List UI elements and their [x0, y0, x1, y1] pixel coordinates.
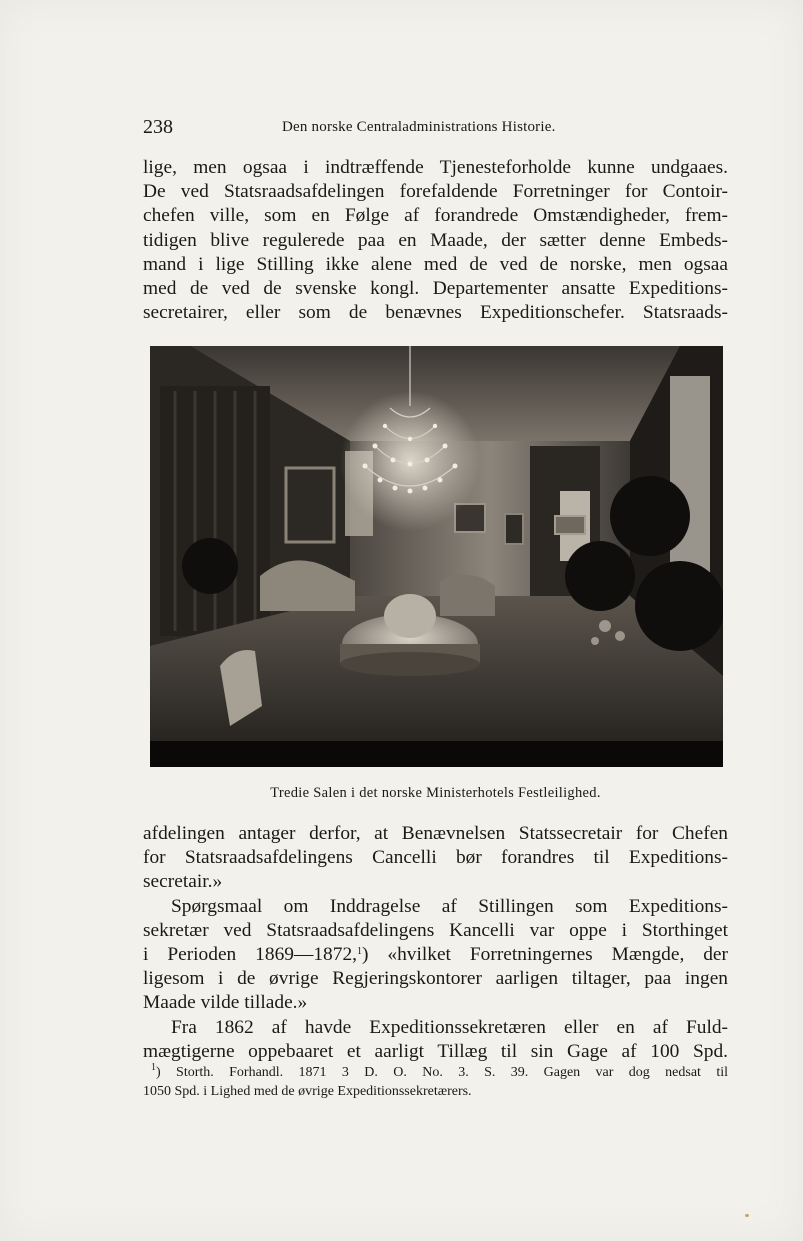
text-line: lige, men ogsaa i indtræffende Tjenesteforholde kunne undgaaes.	[143, 157, 728, 178]
text-line: Spørgsmaal om Inddragelse af Stillingen som Expeditions-	[171, 895, 728, 917]
text-line: mand i lige Stilling ikke alene med de ved de norske, men ogsaa	[143, 253, 728, 275]
footnote	[143, 1063, 728, 1101]
text-line: secretair.»	[143, 871, 223, 893]
text-line: tidigen blive regulerede paa en Maade, der sætter denne Embeds-	[143, 229, 728, 251]
text-line: ligesom i de øvrige Regjeringskontorer aarligen tiltager, paa ingen	[143, 968, 728, 990]
footnote-line: 1050 Spd. i Lighed med de øvrige Expeditionssekretærers.	[143, 1084, 472, 1099]
page-number: 238	[143, 116, 173, 138]
text-line-with-footnote	[143, 943, 728, 967]
text-line: mægtigerne oppebaaret et aarligt Tillæg til sin Gage af 100 Spd.	[143, 1040, 728, 1062]
text-line: sekretær ved Statsraadsafdelingens Kancelli var oppe i Storthinget	[143, 919, 728, 941]
text-line: De ved Statsraadsafdelingen forefaldende Forretninger for Contoir-	[143, 181, 728, 203]
text-line: med de ved de svenske kongl. Departementer ansatte Expeditions-	[143, 278, 728, 300]
text-line: for Statsraadsafdelingens Cancelli bør forandres til Expeditions-	[143, 847, 728, 869]
paper-speck	[745, 1214, 749, 1217]
body-text-bottom	[143, 822, 728, 1064]
text-line: chefen ville, som en Følge af forandrede Omstændigheder, frem-	[143, 205, 728, 227]
footnote-marker: 1	[151, 1062, 156, 1073]
text-fragment: ) «hvilket Forretningernes Mængde, der	[362, 944, 728, 966]
page-header	[143, 116, 728, 140]
footnote-text: ) Storth. Forhandl. 1871 3 D. O. No. 3. S. 39. Gagen var dog nedsat til	[156, 1065, 728, 1080]
text-line: secretairer, eller som de benævnes Expeditionschefer. Statsraads-	[143, 302, 728, 324]
body-text-top	[143, 156, 728, 325]
text-line: Maade vilde tillade.»	[143, 992, 308, 1014]
text-line: afdelingen antager derfor, at Benævnelsen Statssecretair for Chefen	[143, 823, 728, 844]
figure-caption: Tredie Salen i det norske Ministerhotels Festleilighed.	[270, 785, 601, 801]
text-line: Fra 1862 af havde Expeditionssekretæren eller en af Fuld-	[171, 1016, 728, 1038]
running-title: Den norske Centraladministrations Historie.	[282, 119, 556, 135]
text-fragment: i Perioden 1869—1872,	[143, 944, 357, 966]
interior-photo-illustration	[150, 346, 723, 767]
footnote-line	[143, 1063, 728, 1082]
salon-photograph	[150, 346, 723, 767]
footnote-reference[interactable]: 1	[357, 946, 362, 958]
